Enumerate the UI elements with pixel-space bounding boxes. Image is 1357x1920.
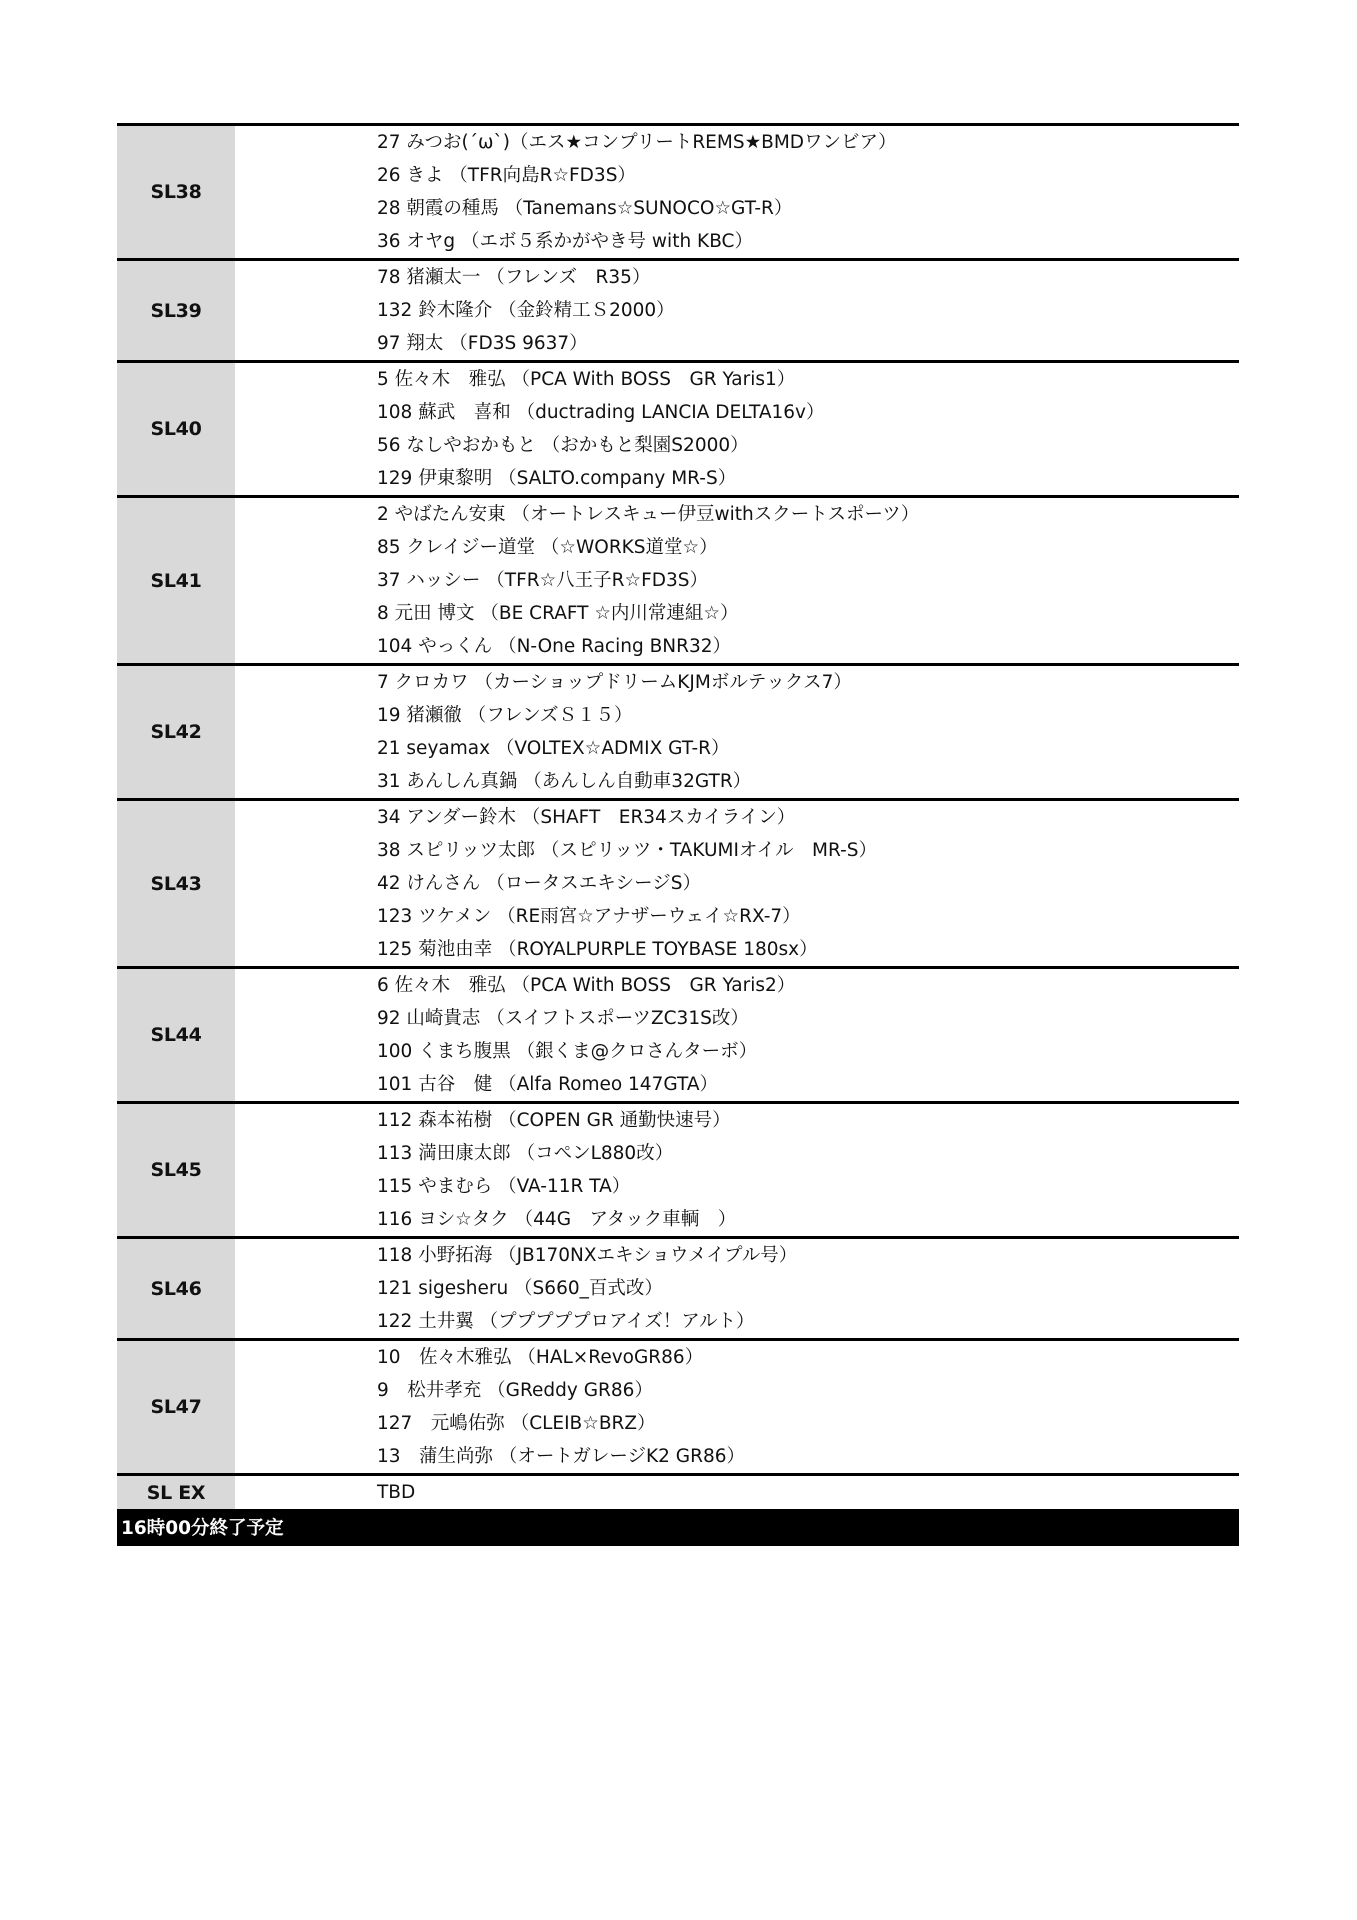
entry-row: 31 あんしん真鍋 （あんしん自動車32GTR） bbox=[377, 771, 752, 792]
session-group bbox=[117, 1473, 1239, 1509]
entry-row: 97 翔太 （FD3S 9637） bbox=[377, 333, 588, 354]
session-group bbox=[117, 360, 1239, 495]
entry-row: 123 ツケメン （RE雨宮☆アナザーウェイ☆RX-7） bbox=[377, 906, 801, 927]
entry-row: 100 くまち腹黒 （銀くま@クロさんターボ） bbox=[377, 1041, 758, 1062]
entry-row: 34 アンダー鈴木 （SHAFT ER34スカイライン） bbox=[377, 807, 796, 828]
session-label: SL42 bbox=[117, 666, 235, 798]
session-label: SL44 bbox=[117, 969, 235, 1101]
entry-list bbox=[235, 666, 1239, 798]
session-group bbox=[117, 258, 1239, 360]
entry-row: 6 佐々木 雅弘 （PCA With BOSS GR Yaris2） bbox=[377, 975, 796, 996]
entry-row: 5 佐々木 雅弘 （PCA With BOSS GR Yaris1） bbox=[377, 369, 796, 390]
entry-row: 56 なしやおかもと （おかもと梨園S2000） bbox=[377, 435, 749, 456]
entry-list bbox=[235, 801, 1239, 966]
session-group bbox=[117, 123, 1239, 258]
entry-row: 13 蒲生尚弥 （オートガレージK2 GR86） bbox=[377, 1446, 746, 1467]
session-group bbox=[117, 495, 1239, 663]
entry-list bbox=[235, 1476, 1239, 1509]
entry-row: 118 小野拓海 （JB170NXエキショウメイプル号） bbox=[377, 1245, 798, 1266]
entry-list bbox=[235, 1104, 1239, 1236]
entry-row: 8 元田 博文 （BE CRAFT ☆内川常連組☆） bbox=[377, 603, 739, 624]
entry-row: 9 松井孝充 （GReddy GR86） bbox=[377, 1380, 653, 1401]
entry-row: 26 きよ （TFR向島R☆FD3S） bbox=[377, 165, 636, 186]
entry-row: 10 佐々木雅弘 （HAL×RevoGR86） bbox=[377, 1347, 704, 1368]
session-group bbox=[117, 798, 1239, 966]
session-label: SL45 bbox=[117, 1104, 235, 1236]
session-group bbox=[117, 1101, 1239, 1236]
entry-list bbox=[235, 126, 1239, 258]
session-group bbox=[117, 1236, 1239, 1338]
entry-row: 85 クレイジー道堂 （☆WORKS道堂☆） bbox=[377, 537, 718, 558]
entry-row: 112 森本祐樹 （COPEN GR 通勤快速号） bbox=[377, 1110, 731, 1131]
entry-row: 127 元嶋佑弥 （CLEIB☆BRZ） bbox=[377, 1413, 656, 1434]
entry-row: 28 朝霞の種馬 （Tanemans☆SUNOCO☆GT-R） bbox=[377, 198, 793, 219]
entry-row: 42 けんさん （ロータスエキシージS） bbox=[377, 873, 701, 894]
entry-list bbox=[235, 363, 1239, 495]
entry-row: 121 sigesheru （S660_百式改） bbox=[377, 1278, 663, 1299]
session-label: SL43 bbox=[117, 801, 235, 966]
session-group bbox=[117, 966, 1239, 1101]
entry-row: 104 やっくん （N-One Racing BNR32） bbox=[377, 636, 732, 657]
schedule-table bbox=[117, 123, 1239, 1546]
session-label: SL EX bbox=[117, 1476, 235, 1509]
entry-row: 125 菊池由幸 （ROYALPURPLE TOYBASE 180sx） bbox=[377, 939, 818, 960]
entry-list bbox=[235, 498, 1239, 663]
entry-row: 122 土井翼 （プププププロアイズ！アルト） bbox=[377, 1311, 755, 1332]
entry-row: 38 スピリッツ太郎 （スピリッツ・TAKUMIオイル MR-S） bbox=[377, 840, 877, 861]
entry-row: 37 ハッシー （TFR☆八王子R☆FD3S） bbox=[377, 570, 709, 591]
session-label: SL40 bbox=[117, 363, 235, 495]
entry-row: 108 蘇武 喜和 （ductrading LANCIA DELTA16v） bbox=[377, 402, 825, 423]
entry-list bbox=[235, 1239, 1239, 1338]
entry-row: 7 クロカワ （カーショップドリームKJMボルテックス7） bbox=[377, 672, 852, 693]
entry-list bbox=[235, 261, 1239, 360]
entry-list bbox=[235, 1341, 1239, 1473]
session-label: SL39 bbox=[117, 261, 235, 360]
session-group bbox=[117, 663, 1239, 798]
entry-row: 36 オヤg （エボ５系かがやき号 with KBC） bbox=[377, 231, 753, 252]
entry-row: 101 古谷 健 （Alfa Romeo 147GTA） bbox=[377, 1074, 719, 1095]
entry-row: 78 猪瀬太一 （フレンズ R35） bbox=[377, 267, 651, 288]
entry-row: 2 やばたん安東 （オートレスキュー伊豆withスクートスポーツ） bbox=[377, 504, 920, 525]
entry-row: 116 ヨシ☆タク （44G アタック車輌 ） bbox=[377, 1209, 737, 1230]
entry-row: 115 やまむら （VA-11R TA） bbox=[377, 1176, 631, 1197]
entry-row: 92 山崎貴志 （スイフトスポーツZC31S改） bbox=[377, 1008, 749, 1029]
entry-row: 21 seyamax （VOLTEX☆ADMIX GT-R） bbox=[377, 738, 730, 759]
session-label: SL41 bbox=[117, 498, 235, 663]
entry-row: 19 猪瀬徹 （フレンズＳ１５） bbox=[377, 705, 633, 726]
entry-row: 27 みつお(´ω`)（エス★コンプリートREMS★BMDワンビア） bbox=[377, 132, 897, 153]
entry-row: 113 満田康太郎 （コペンL880改） bbox=[377, 1143, 674, 1164]
end-time-footer: 16時00分終了予定 bbox=[117, 1509, 1239, 1546]
entry-row: TBD bbox=[377, 1482, 416, 1503]
entry-list bbox=[235, 969, 1239, 1101]
session-group bbox=[117, 1338, 1239, 1473]
session-label: SL46 bbox=[117, 1239, 235, 1338]
session-label: SL38 bbox=[117, 126, 235, 258]
entry-row: 129 伊東黎明 （SALTO.company MR-S） bbox=[377, 468, 737, 489]
session-label: SL47 bbox=[117, 1341, 235, 1473]
entry-row: 132 鈴木隆介 （金鈴精工Ｓ2000） bbox=[377, 300, 675, 321]
